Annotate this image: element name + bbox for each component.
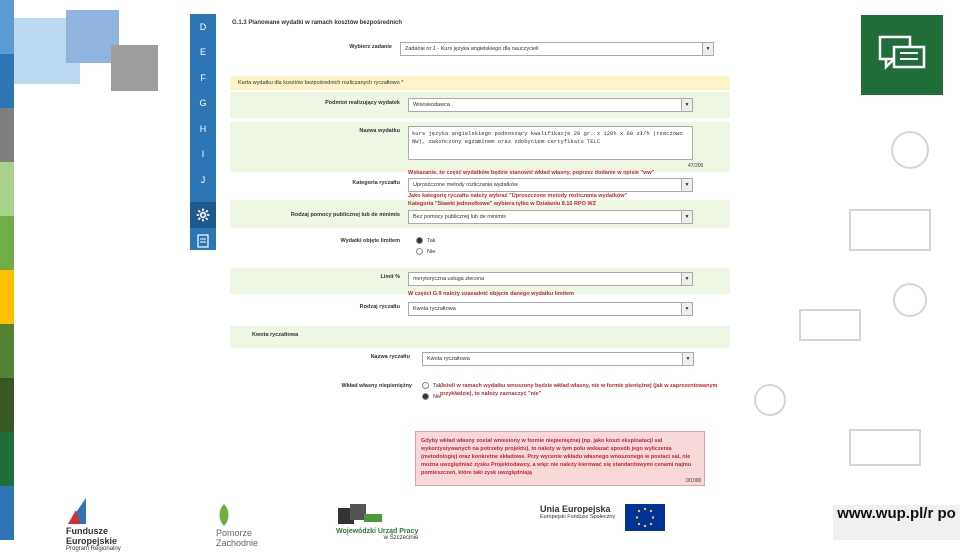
podmiot-label: Podmiot realizujący wydatek bbox=[325, 100, 400, 106]
podmiot-value: Wnioskodawca bbox=[413, 102, 450, 108]
limit-pct-label: Limit % bbox=[380, 274, 400, 280]
radio-dot bbox=[422, 393, 429, 400]
logo-fundusze-europejskie bbox=[66, 496, 121, 552]
task-select[interactable] bbox=[400, 42, 714, 56]
limit-pct-value: merytoryczna usługa zlecona bbox=[413, 276, 485, 282]
logo4-line1: Unia Europejska bbox=[540, 504, 611, 514]
website-url[interactable]: www.wup.pl/r po bbox=[833, 505, 960, 540]
warning-stawki: Kategoria "Stawki jednostkowe" wybiera tylko w Działaniu 8.10 RPO WZ bbox=[408, 201, 596, 207]
nazwa-textarea[interactable]: kurs języka angielskiego podnoszący kwalifikacje 20 gr. x 120h x 60 zł/h (rzeczowo NW), zakończony egzaminem oraz zdobyciem certyfikatu TELC bbox=[408, 126, 693, 160]
logo-unia-europejska bbox=[540, 504, 665, 533]
chevron-down-icon: ▼ bbox=[681, 303, 692, 315]
radio-dot bbox=[416, 248, 423, 255]
limit-label: Wydatki objęte limitem bbox=[340, 238, 400, 244]
radio-dot bbox=[416, 237, 423, 244]
pomoc-label: Rodzaj pomocy publicznej lub de minimis bbox=[290, 212, 400, 218]
wklad-no-label: Nie bbox=[433, 393, 442, 400]
logo2-line2: Zachodnie bbox=[216, 538, 259, 548]
nav-item-j[interactable]: J bbox=[200, 174, 206, 185]
nazwa-ryczaltu-label: Nazwa ryczałtu bbox=[370, 354, 410, 360]
note-counter: 0/1000 bbox=[686, 478, 702, 484]
card-title: Karta wydatku dla kosztów bezpośrednich rozliczanych ryczałtowo * bbox=[230, 76, 730, 90]
nazwa-counter: 47/200 bbox=[688, 163, 704, 169]
rodzaj-select[interactable] bbox=[408, 302, 693, 316]
nav-item-f[interactable]: F bbox=[200, 72, 206, 83]
logo3-line2: w Szczecinie bbox=[383, 535, 419, 541]
background-decoration bbox=[730, 100, 960, 500]
limit-pct-select[interactable] bbox=[408, 272, 693, 286]
radio-dot bbox=[422, 382, 429, 389]
pomoc-select[interactable] bbox=[408, 210, 693, 224]
rodzaj-label: Rodzaj ryczałtu bbox=[359, 304, 400, 310]
expense-card bbox=[230, 76, 730, 486]
limit-yes-radio[interactable] bbox=[416, 237, 436, 244]
chevron-down-icon: ▼ bbox=[681, 273, 692, 285]
warning-limit: W części G.9 należy uzasadnić objęcie danego wydatku limitem bbox=[408, 291, 574, 297]
logo-wup-szczecin bbox=[336, 502, 418, 541]
task-label: Wybierz zadanie bbox=[349, 44, 392, 50]
nav-item-h[interactable]: H bbox=[199, 123, 207, 134]
logo4-line2: Europejski Fundusz Społeczny bbox=[540, 514, 616, 520]
nav-item-i[interactable]: I bbox=[201, 149, 205, 160]
wklad-label: Wkład własny niepieniężny bbox=[341, 383, 412, 389]
limit-no-label: Nie bbox=[427, 248, 436, 255]
form-title: G.1.3 Planowane wydatki w ramach kosztów bezpośrednich bbox=[232, 20, 403, 26]
eu-flag-icon bbox=[625, 504, 665, 531]
chevron-down-icon: ▼ bbox=[681, 179, 692, 191]
task-select-value: Zadanie nr 1 - Kurs języka angielskiego dla nauczycieli bbox=[405, 46, 539, 52]
kategoria-label: Kategoria ryczałtu bbox=[352, 180, 400, 186]
logo2-line1: Pomorze bbox=[216, 528, 253, 538]
nazwa-label: Nazwa wydatku bbox=[359, 128, 400, 134]
nazwa-ryczaltu-value: Kwota ryczałtowa bbox=[427, 356, 470, 362]
logo3-line1: Wojewódzki Urząd Pracy bbox=[336, 528, 419, 535]
limit-no-radio[interactable] bbox=[416, 248, 435, 255]
wklad-yes-label: Tak bbox=[433, 382, 442, 389]
chat-icon bbox=[861, 15, 943, 95]
chevron-down-icon: ▼ bbox=[681, 99, 692, 111]
pomoc-value: Bez pomocy publicznej lub de minimis bbox=[413, 214, 506, 220]
nav-item-g[interactable]: G bbox=[199, 98, 207, 109]
kategoria-value: Uproszczone metody rozliczania wydatków bbox=[413, 182, 518, 188]
logo-pomorze-zachodnie bbox=[216, 502, 258, 548]
expense-form bbox=[222, 14, 730, 486]
nav-item-e[interactable]: E bbox=[199, 47, 206, 58]
row-band-5 bbox=[230, 326, 730, 348]
wklad-no-radio[interactable] bbox=[422, 393, 441, 400]
rodzaj-value: Kwota ryczałtowa bbox=[413, 306, 456, 312]
nav-item-d[interactable]: D bbox=[199, 21, 207, 32]
logo1-line1: Fundusze bbox=[66, 526, 108, 536]
gear-icon[interactable] bbox=[190, 202, 216, 228]
pdf-icon[interactable] bbox=[190, 230, 216, 252]
chevron-down-icon: ▼ bbox=[681, 211, 692, 223]
warning-wkład: Wskazanie, że część wydatków będzie stanowić wkład własny, poprzez dodanie w opisie "ww" bbox=[408, 170, 655, 176]
limit-yes-label: Tak bbox=[427, 237, 436, 244]
logo1-line2: Europejskie bbox=[66, 536, 118, 546]
logo1-line3: Program Regionalny bbox=[66, 546, 121, 552]
chevron-down-icon: ▼ bbox=[682, 353, 693, 365]
left-color-stripe bbox=[0, 0, 14, 540]
nazwa-ryczaltu-select[interactable] bbox=[422, 352, 694, 366]
warning-kategoria: Jako kategorię ryczałtu należy wybrać "Uproszczone metody rozliczania wydatków" bbox=[408, 193, 628, 199]
section-nav bbox=[190, 14, 216, 250]
kwota-label: Kwota ryczałtowa bbox=[252, 332, 299, 338]
warning-wklad-niepieniezny: Jeżeli w ramach wydatku wnoszony będzie wkład własny, nie w formie pieniężnej (jak w zaprezentowanym przykładzie), to należy zaznaczyć "nie" bbox=[440, 383, 718, 397]
deco-square-3 bbox=[111, 45, 158, 91]
kategoria-select[interactable] bbox=[408, 178, 693, 192]
podmiot-select[interactable] bbox=[408, 98, 693, 112]
wklad-yes-radio[interactable] bbox=[422, 382, 442, 389]
chevron-down-icon: ▼ bbox=[702, 43, 713, 55]
wklad-description-textarea[interactable]: Gdyby wkład własny został wniesiony w formie niepieniężnej (np. jako koszt eksploatacji sal wykorzystywanych na potrzeby projektu), to należy w tym polu wskazać sposób jego wyliczenia (metodologię) oraz konkretne składowe. Przy wycenie wkładu własnego wnoszonego w postaci sal, nie można uwzględniać zysku Projektodawcy, a więc nie należy kierować się standardowymi cenami najmu pomieszczeń, które taki zysk uwzględniają bbox=[415, 431, 705, 486]
